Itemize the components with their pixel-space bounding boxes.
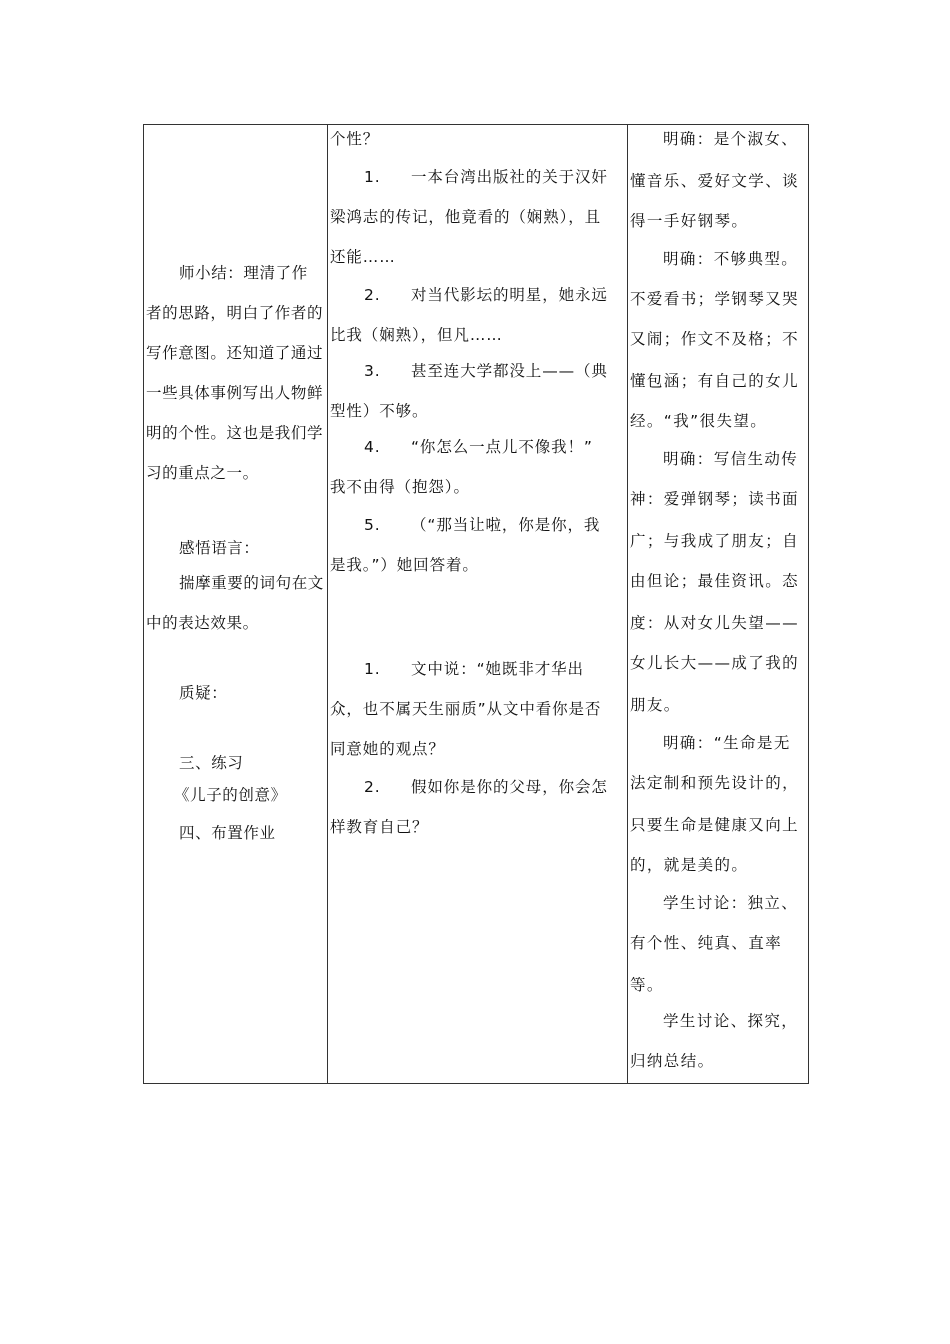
section-heading-practice: 三、练习 xyxy=(179,754,244,772)
content-line: 还能…… xyxy=(330,248,396,266)
content-line: 同意她的观点？ xyxy=(330,740,445,758)
answer-line: 经。“我”很失望。 xyxy=(630,412,768,430)
answer-line: 不爱看书；学钢琴又哭 xyxy=(630,290,800,308)
practice-title: 《儿子的创意》 xyxy=(174,786,287,804)
answer-line: 明确：是个淑女、 xyxy=(663,130,799,148)
item-number: 2. xyxy=(364,778,381,796)
content-line: 梁鸿志的传记，他竟看的（娴熟），且 xyxy=(330,208,602,226)
language-line-2: 中的表达效果。 xyxy=(146,614,259,632)
item-text: 假如你是你的父母，你会怎 xyxy=(411,778,608,796)
content-line: 个性？ xyxy=(330,130,380,148)
summary-line-4: 一些具体事例写出人物鲜 xyxy=(146,384,324,402)
answer-line: 明确：不够典型。 xyxy=(663,250,799,268)
answer-line: 等。 xyxy=(630,976,664,994)
answer-line: 得一手好钢琴。 xyxy=(630,212,749,230)
language-line-1: 揣摩重要的词句在文 xyxy=(179,574,324,592)
answer-line: 明确：写信生动传 xyxy=(663,450,799,468)
answer-line: 朋友。 xyxy=(630,696,681,714)
answer-line: 只要生命是健康又向上 xyxy=(630,816,800,834)
summary-line-6: 习的重点之一。 xyxy=(146,464,259,482)
content-line: 我不由得（抱怨）。 xyxy=(330,478,470,496)
teaching-steps-column xyxy=(144,125,328,1083)
teaching-content-column xyxy=(328,125,628,1083)
content-line: 型性）不够。 xyxy=(330,402,429,420)
item-number: 4. xyxy=(364,438,381,456)
item-text: 甚至连大学都没上——（典 xyxy=(411,362,608,380)
item-text: 对当代影坛的明星，她永远 xyxy=(411,286,608,304)
content-line: 众，也不属天生丽质”从文中看你是否 xyxy=(330,700,602,718)
answer-line: 又闹；作文不及格；不 xyxy=(630,330,800,348)
answer-line: 法定制和预先设计的， xyxy=(630,774,800,792)
summary-line-5: 明的个性。这也是我们学 xyxy=(146,424,324,442)
summary-line-1: 师小结：理清了作 xyxy=(179,264,308,282)
content-line: 是我。”）她回答着。 xyxy=(330,556,479,574)
content-line: 样教育自己？ xyxy=(330,818,429,836)
item-text: 文中说：“她既非才华出 xyxy=(411,660,584,678)
lesson-plan-table xyxy=(143,124,809,1084)
answer-line: 懂音乐、爱好文学、谈 xyxy=(630,172,800,190)
item-number: 5. xyxy=(364,516,381,534)
item-text: “你怎么一点儿不像我！” xyxy=(411,438,593,456)
answer-line: 度：从对女儿失望—— xyxy=(630,614,800,632)
answer-line: 广；与我成了朋友；自 xyxy=(630,532,800,550)
answer-line: 懂包涵；有自己的女儿 xyxy=(630,372,800,390)
summary-line-3: 写作意图。还知道了通过 xyxy=(146,344,324,362)
section-heading-questions: 质疑： xyxy=(179,684,228,702)
item-text: （“那当让啦，你是你，我 xyxy=(411,516,601,534)
section-heading-language: 感悟语言： xyxy=(179,539,260,557)
item-text: 一本台湾出版社的关于汉奸 xyxy=(411,168,608,186)
content-line: 比我（娴熟），但凡…… xyxy=(330,326,503,344)
item-number: 3. xyxy=(364,362,381,380)
answer-line: 的，就是美的。 xyxy=(630,856,749,874)
student-activity-column xyxy=(628,125,810,1083)
section-heading-homework: 四、布置作业 xyxy=(179,824,276,842)
answer-line: 由但论；最佳资讯。态 xyxy=(630,572,800,590)
answer-line: 明确：“生命是无 xyxy=(663,734,791,752)
answer-line: 有个性、纯真、直率 xyxy=(630,934,783,952)
answer-line: 学生讨论、探究， xyxy=(663,1012,799,1030)
item-number: 2. xyxy=(364,286,381,304)
summary-line-2: 者的思路，明白了作者的 xyxy=(146,304,324,322)
item-number: 1. xyxy=(364,168,381,186)
answer-line: 神：爱弹钢琴；读书面 xyxy=(630,490,800,508)
answer-line: 归纳总结。 xyxy=(630,1052,715,1070)
item-number: 1. xyxy=(364,660,381,678)
answer-line: 学生讨论：独立、 xyxy=(663,894,799,912)
answer-line: 女儿长大——成了我的 xyxy=(630,654,800,672)
